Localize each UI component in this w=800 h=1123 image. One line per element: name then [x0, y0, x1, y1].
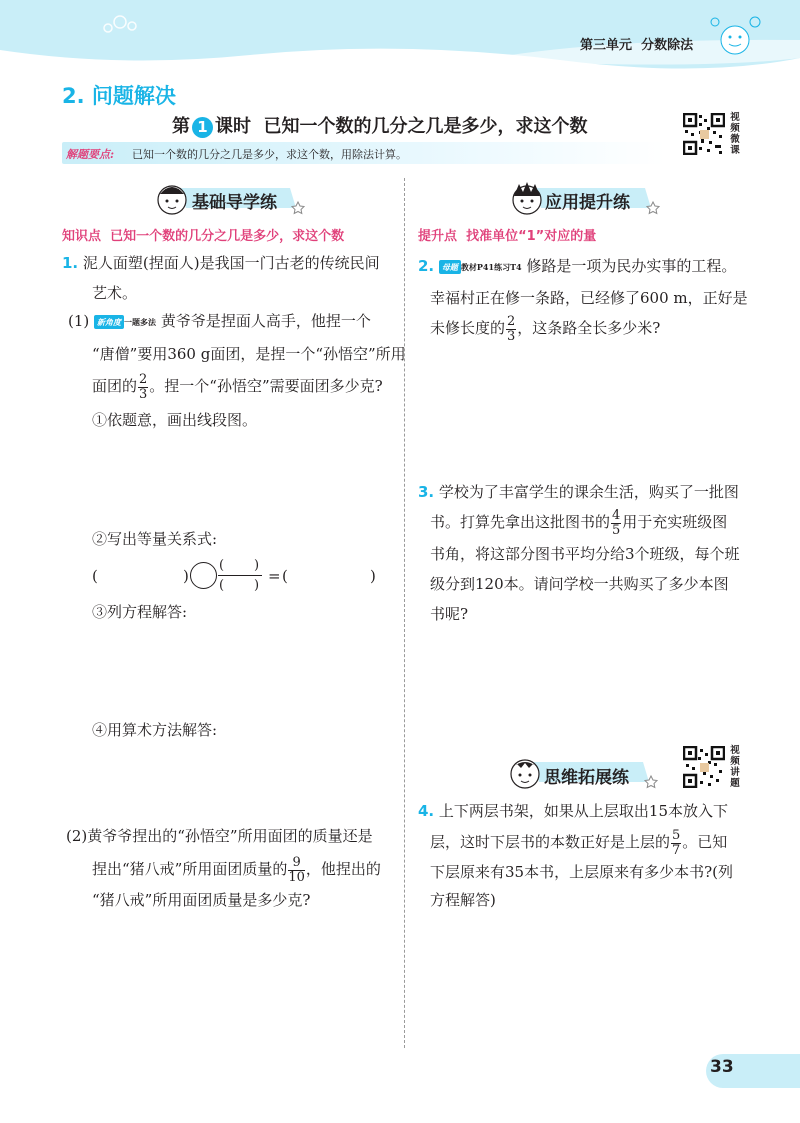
- question-1: [62, 249, 380, 277]
- section-title: 2. 问题解决: [62, 84, 176, 108]
- denominator: 3: [507, 328, 516, 344]
- tag-new-angle: 新角度: [94, 315, 124, 329]
- question-text: 幸福村正在修一条路，已经修了600 m，正好是: [430, 289, 748, 307]
- apply-banner-label: 应用提升练: [545, 193, 630, 213]
- question-text: 下层原来有35本书，上层原来有多少本书?(列: [430, 863, 733, 881]
- unit-header: [580, 34, 693, 53]
- numerator: 4: [612, 507, 621, 523]
- text-segment: 。捏一个“孙悟空”需要面团多少克?: [149, 377, 383, 395]
- qr-code-icon[interactable]: [683, 113, 725, 155]
- question-text: 黄爷爷是捏面人高手，他捏一个: [160, 312, 371, 330]
- lesson-heading: 已知一个数的几分之几是多少，求这个数: [263, 116, 588, 137]
- subquestion-2: [66, 822, 373, 850]
- page-number: 33: [710, 1057, 734, 1077]
- text-segment: 层，这时下层书的本数正好是上层的: [430, 833, 671, 851]
- denominator: 5: [612, 522, 621, 538]
- lesson-title: [172, 112, 588, 138]
- question-4: [418, 797, 728, 825]
- text-segment: 未修长度的: [430, 319, 506, 337]
- qr-label-bottom: 视频讲题: [730, 745, 740, 789]
- basic-banner-label: 基础导学练: [192, 193, 277, 213]
- knowledge-point: [62, 225, 344, 244]
- question-text-fraction-line: [92, 372, 383, 402]
- formula-right-paren: ): [370, 567, 376, 585]
- fraction: [671, 829, 681, 858]
- denominator: 10: [288, 869, 305, 885]
- question-text: 学校为了丰富学生的课余生活，购买了一批图: [438, 483, 739, 501]
- question-text: 书呢?: [430, 605, 469, 623]
- lesson-number-badge: 1: [192, 117, 213, 138]
- knowledge-point-text: 已知一个数的几分之几是多少，求这个数: [110, 229, 345, 244]
- denominator: 3: [139, 386, 148, 402]
- step-2: ②写出等量关系式:: [92, 530, 218, 548]
- subquestion-1: [68, 307, 371, 335]
- fraction-blank-den-lp: (: [219, 578, 225, 593]
- question-text: 书角，将这部分图书平均分给3个班级，每个班: [430, 545, 740, 563]
- qr-label-top: 视频微课: [730, 112, 740, 156]
- mother-question-tag: [439, 260, 522, 274]
- step-3: ③列方程解答:: [92, 603, 188, 621]
- operator-blank-circle[interactable]: [190, 562, 217, 589]
- tag-mother: 母题: [439, 260, 461, 274]
- fraction: [138, 373, 148, 402]
- fraction-blank-num-lp: (: [219, 558, 225, 573]
- text-segment: 捏出“猪八戒”所用面团质量的: [92, 860, 288, 878]
- lift-point-text: 找准单位“1”对应的量: [466, 229, 597, 244]
- fraction: [611, 509, 621, 538]
- tag-multi-method: 一题多法: [124, 317, 157, 327]
- denominator: 7: [672, 842, 681, 858]
- formula-equals: =: [268, 567, 281, 585]
- step-4: ④用算术方法解答:: [92, 721, 218, 739]
- lesson-prefix: 第: [172, 116, 190, 137]
- column-divider: [404, 178, 405, 1048]
- extend-banner-label: 思维拓展练: [544, 768, 629, 788]
- question-text: “唐僧”要用360 g面团，是捏一个“孙悟空”所用: [92, 345, 406, 363]
- key-point-label: 解题要点:: [66, 148, 115, 161]
- subquestion-label: (2): [66, 827, 88, 845]
- numerator: 2: [507, 313, 516, 329]
- question-text: 级分到120本。请问学校一共购买了多少本图: [430, 575, 729, 593]
- question-text-fraction-line: [430, 314, 660, 344]
- question-text-fraction-line: [430, 508, 727, 538]
- question-text-fraction-line: [92, 855, 381, 885]
- text-segment: 用于充实班级图: [622, 513, 728, 531]
- unit-topic: 分数除法: [641, 38, 694, 53]
- text-segment: 。已知: [682, 833, 728, 851]
- fraction-blank-den-rp: ): [254, 578, 260, 593]
- formula-right-paren: ): [183, 567, 189, 585]
- question-number: 2.: [418, 257, 435, 275]
- question-number: 3.: [418, 483, 435, 501]
- numerator: 5: [672, 827, 681, 843]
- question-2: [418, 252, 736, 280]
- question-3: [418, 478, 739, 506]
- fraction: [506, 315, 516, 344]
- question-text: 艺术。: [92, 284, 138, 302]
- question-text: 上下两层书架，如果从上层取出15本放入下: [438, 802, 729, 820]
- fraction: [288, 856, 305, 885]
- text-segment: ，这条路全长多少米?: [517, 319, 661, 337]
- question-text: 方程解答): [430, 891, 496, 909]
- subquestion-label: (1): [68, 312, 90, 330]
- lift-point-label: 提升点: [418, 229, 458, 244]
- text-segment: ，他捏出的: [305, 860, 381, 878]
- lift-point: [418, 225, 596, 244]
- formula-left-paren: (: [92, 567, 98, 585]
- text-segment: 书。打算先拿出这批图书的: [430, 513, 611, 531]
- question-text: “猪八戒”所用面团质量是多少克?: [92, 891, 311, 909]
- step-1: ①依题意，画出线段图。: [92, 411, 258, 429]
- question-text: 黄爷爷捏出的“孙悟空”所用面团的质量还是: [87, 827, 373, 845]
- tag-textbook: 教材P41练习T4: [460, 262, 522, 272]
- formula-left-paren: (: [282, 567, 288, 585]
- question-text-fraction-line: [430, 828, 727, 858]
- numerator: 9: [288, 856, 305, 871]
- text-segment: 面团的: [92, 377, 138, 395]
- question-number: 4.: [418, 802, 435, 820]
- unit-label: 第三单元: [580, 38, 633, 53]
- key-point-text: 已知一个数的几分之几是多少，求这个数，用除法计算。: [132, 148, 407, 161]
- numerator: 2: [139, 371, 148, 387]
- lesson-suffix: 课时: [215, 116, 251, 137]
- new-angle-tag: [94, 315, 156, 329]
- qr-code-icon[interactable]: [683, 746, 725, 788]
- question-number: 1.: [62, 254, 79, 272]
- fraction-blank-num-rp: ): [254, 558, 260, 573]
- question-text: 泥人面塑(捏面人)是我国一门古老的传统民间: [82, 254, 380, 272]
- knowledge-point-label: 知识点: [62, 229, 102, 244]
- question-text: 修路是一项为民办实事的工程。: [526, 257, 737, 275]
- key-point-bar: [62, 142, 665, 164]
